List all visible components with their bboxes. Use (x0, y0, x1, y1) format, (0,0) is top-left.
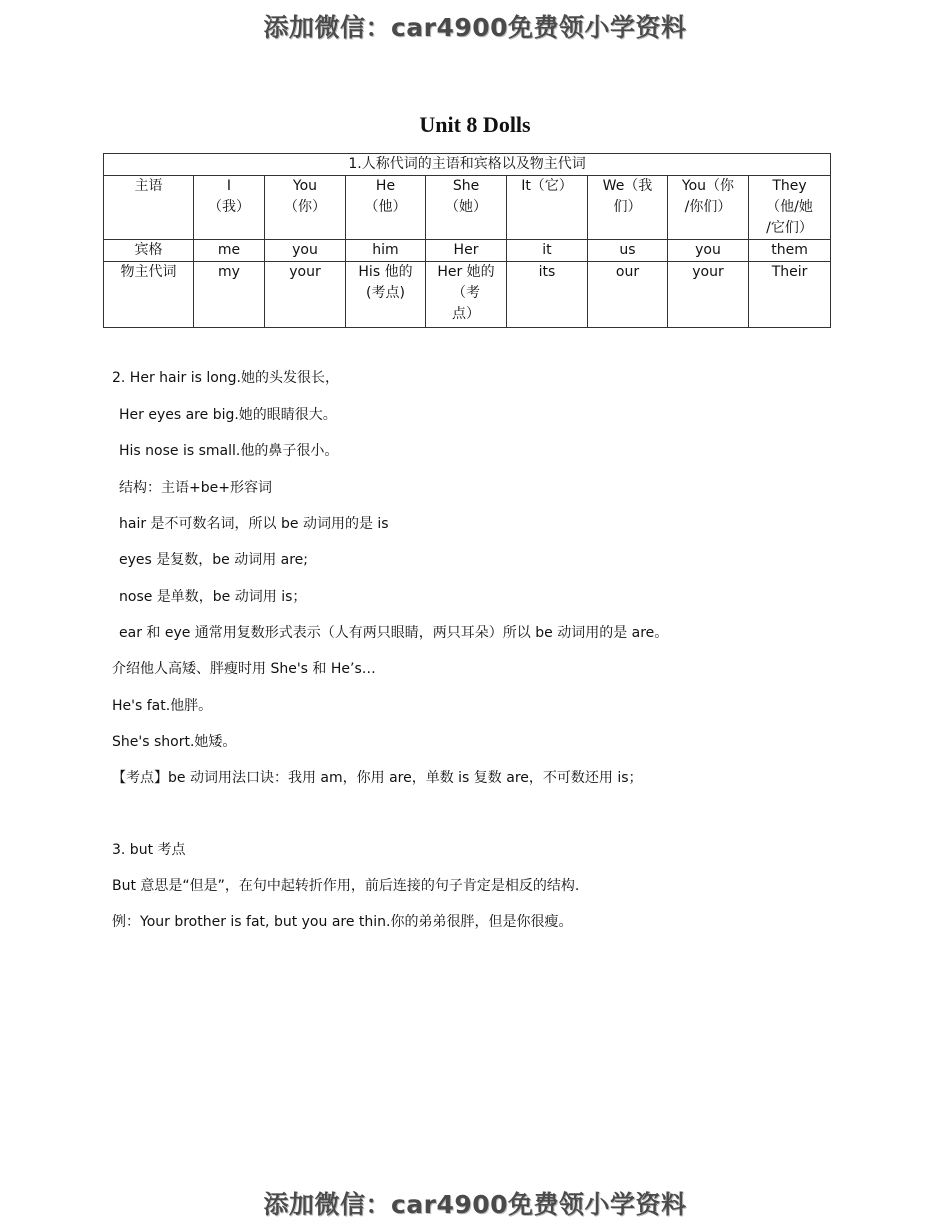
table-caption: 1.人称代词的主语和宾格以及物主代词 (104, 154, 831, 176)
section-2-heading: 2. Her hair is long.她的头发很长， (112, 370, 340, 386)
document-title: Unit 8 Dolls (419, 112, 531, 137)
cell: His 他的 (考点) (346, 262, 426, 328)
cell: them (749, 240, 831, 262)
cell: 主语 (104, 176, 194, 240)
cell: You （你） (265, 176, 346, 240)
cell: my (194, 262, 265, 328)
text-line: 结构：主语+be+形容词 (119, 480, 272, 496)
text-line: She's short.她矮。 (112, 734, 237, 750)
table-row-possessive (104, 262, 831, 328)
text-line: ear 和 eye 通常用复数形式表示（人有两只眼睛，两只耳朵）所以 be 动词用的是 are。 (119, 625, 669, 641)
table-row-subject (104, 176, 831, 240)
cell: It（它） (507, 176, 588, 240)
text-line: nose 是单数，be 动词用 is； (119, 589, 307, 605)
watermark-bottom: 添加微信：car4900免费领小学资料 (263, 1190, 687, 1219)
text-line: Her eyes are big.她的眼睛很大。 (119, 407, 337, 423)
pronoun-table (103, 153, 831, 328)
section-3-heading: 3. but 考点 (112, 842, 186, 858)
text-line: eyes 是复数，be 动词用 are; (119, 552, 309, 568)
cell: our (588, 262, 668, 328)
cell: him (346, 240, 426, 262)
cell: You（你 /你们） (668, 176, 749, 240)
cell: your (668, 262, 749, 328)
cell: your (265, 262, 346, 328)
cell: 宾格 (104, 240, 194, 262)
key-point: 【考点】be 动词用法口诀：我用 am，你用 are，单数 is 复数 are，不可数还用 is； (112, 770, 643, 786)
cell: me (194, 240, 265, 262)
cell: Her 她的 （考 点） (426, 262, 507, 328)
cell: Her (426, 240, 507, 262)
cell: I （我） (194, 176, 265, 240)
cell: We（我 们） (588, 176, 668, 240)
cell: its (507, 262, 588, 328)
cell: Their (749, 262, 831, 328)
cell: She （她） (426, 176, 507, 240)
cell: us (588, 240, 668, 262)
table-row-object (104, 240, 831, 262)
cell: They （他/她 /它们） (749, 176, 831, 240)
text-line: His nose is small.他的鼻子很小。 (119, 443, 339, 459)
cell: you (668, 240, 749, 262)
cell: you (265, 240, 346, 262)
cell: 物主代词 (104, 262, 194, 328)
cell: it (507, 240, 588, 262)
example-line: 例：Your brother is fat, but you are thin.你的弟弟很胖，但是你很瘦。 (112, 914, 573, 930)
watermark-top: 添加微信：car4900免费领小学资料 (263, 13, 687, 42)
cell: He （他） (346, 176, 426, 240)
text-line: He's fat.他胖。 (112, 698, 213, 714)
text-line: But 意思是“但是”，在句中起转折作用，前后连接的句子肯定是相反的结构. (112, 878, 580, 894)
text-line: hair 是不可数名词，所以 be 动词用的是 is (119, 516, 389, 532)
text-line: 介绍他人高矮、胖瘦时用 She's 和 He’s… (112, 661, 376, 677)
